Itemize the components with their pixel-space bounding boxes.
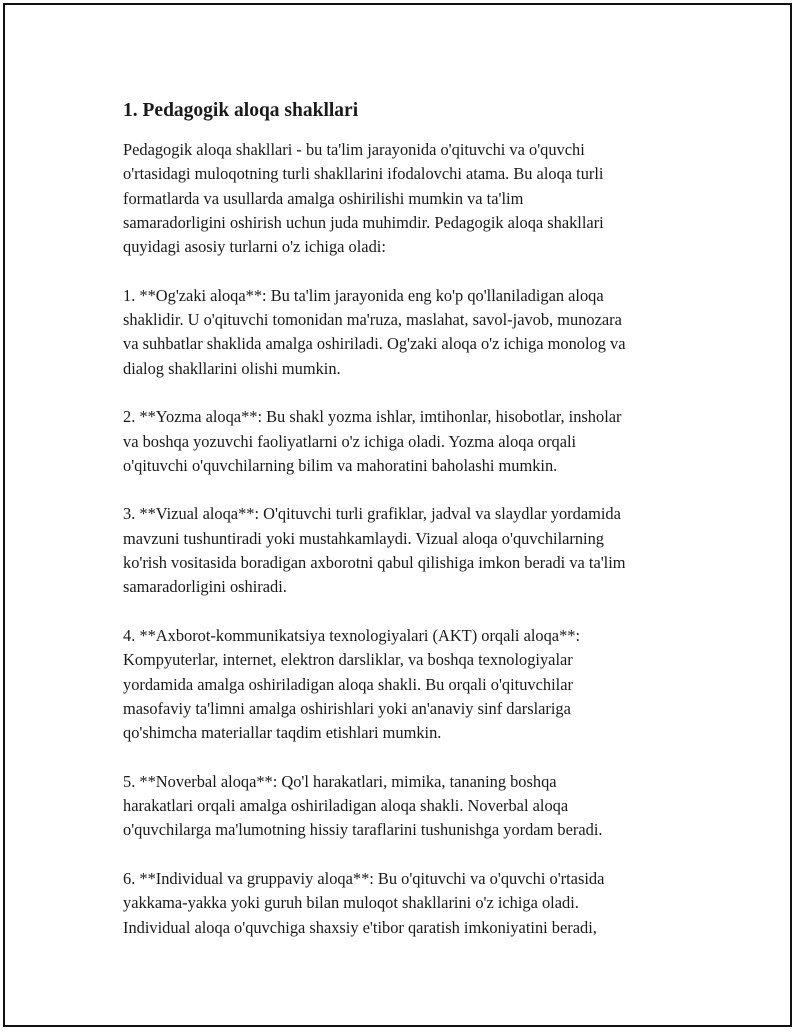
text-line: harakatlari orqali amalga oshiriladigan aloqa shakli. Noverbal aloqa <box>123 796 569 816</box>
text-line: Individual aloqa o'quvchiga shaxsiy e'tibor qaratish imkoniyatini beradi, <box>123 917 597 937</box>
text-line: 6. **Individual va gruppaviy aloqa**: Bu o'qituvchi va o'quvchi o'rtasida <box>123 868 605 888</box>
list-item-ict-communication <box>123 624 703 745</box>
list-item-written-communication <box>123 405 703 478</box>
text-line: Kompyuterlar, internet, elektron darsliklar, va boshqa texnologiyalar <box>123 650 573 670</box>
text-line: va boshqa yozuvchi faoliyatlarni o'z ichiga oladi. Yozma aloqa orqali <box>123 431 577 451</box>
section-heading: 1. Pedagogik aloqa shakllari <box>123 100 359 121</box>
intro-paragraph <box>123 138 703 259</box>
text-line: ko'rish vositasida boradigan axborotni qabul qilishiga imkon beradi va ta'lim <box>123 553 626 573</box>
list-item-visual-communication <box>123 502 703 599</box>
text-line: 1. **Og'zaki aloqa**: Bu ta'lim jarayonida eng ko'p qo'llaniladigan aloqa <box>123 285 604 305</box>
text-line: o'quvchilarga ma'lumotning hissiy taraflarini tushunishga yordam beradi. <box>123 820 603 840</box>
text-line: formatlarda va usullarda amalga oshirilishi mumkin va ta'lim <box>123 188 524 208</box>
text-line: masofaviy ta'limni amalga oshirishlari yoki an'anaviy sinf darslariga <box>123 698 571 718</box>
text-line: o'rtasidagi muloqotning turli shakllarini ifodalovchi atama. Bu aloqa turli <box>123 164 604 184</box>
document-body <box>123 98 703 964</box>
text-line: 5. **Noverbal aloqa**: Qo'l harakatlari, mimika, tananing boshqa <box>123 771 557 791</box>
text-line: samaradorligini oshirish uchun juda muhimdir. Pedagogik aloqa shakllari <box>123 212 604 232</box>
list-item-oral-communication <box>123 284 703 381</box>
text-line: samaradorligini oshiradi. <box>123 577 287 597</box>
text-line: 3. **Vizual aloqa**: O'qituvchi turli grafiklar, jadval va slaydlar yordamida <box>123 504 621 524</box>
text-line: yordamida amalga oshiriladigan aloqa shakli. Bu orqali o'qituvchilar <box>123 674 573 694</box>
text-line: 2. **Yozma aloqa**: Bu shakl yozma ishlar, imtihonlar, hisobotlar, insholar <box>123 407 622 427</box>
list-item-nonverbal-communication <box>123 770 703 843</box>
text-line: dialog shakllarini olishi mumkin. <box>123 358 341 378</box>
text-line: 4. **Axborot-kommunikatsiya texnologiyalari (AKT) orqali aloqa**: <box>123 625 581 645</box>
text-line: Pedagogik aloqa shakllari - bu ta'lim jarayonida o'qituvchi va o'quvchi <box>123 140 585 159</box>
text-line: o'qituvchi o'quvchilarning bilim va mahoratini baholashi mumkin. <box>123 455 558 475</box>
document-page <box>3 3 792 1027</box>
text-line: shaklidir. U o'qituvchi tomonidan ma'ruza, maslahat, savol-javob, munozara <box>123 310 622 330</box>
text-line: yakkama-yakka yoki guruh bilan muloqot shakllarini o'z ichiga oladi. <box>123 893 579 913</box>
text-line: qo'shimcha materiallar taqdim etishlari mumkin. <box>123 723 442 743</box>
list-item-individual-group-communication <box>123 867 703 940</box>
text-line: va suhbatlar shaklida amalga oshiriladi. Og'zaki aloqa o'z ichiga monolog va <box>123 334 626 354</box>
text-line: quyidagi asosiy turlarni o'z ichiga oladi: <box>123 237 386 257</box>
text-line: mavzuni tushuntiradi yoki mustahkamlaydi. Vizual aloqa o'quvchilarning <box>123 528 604 548</box>
